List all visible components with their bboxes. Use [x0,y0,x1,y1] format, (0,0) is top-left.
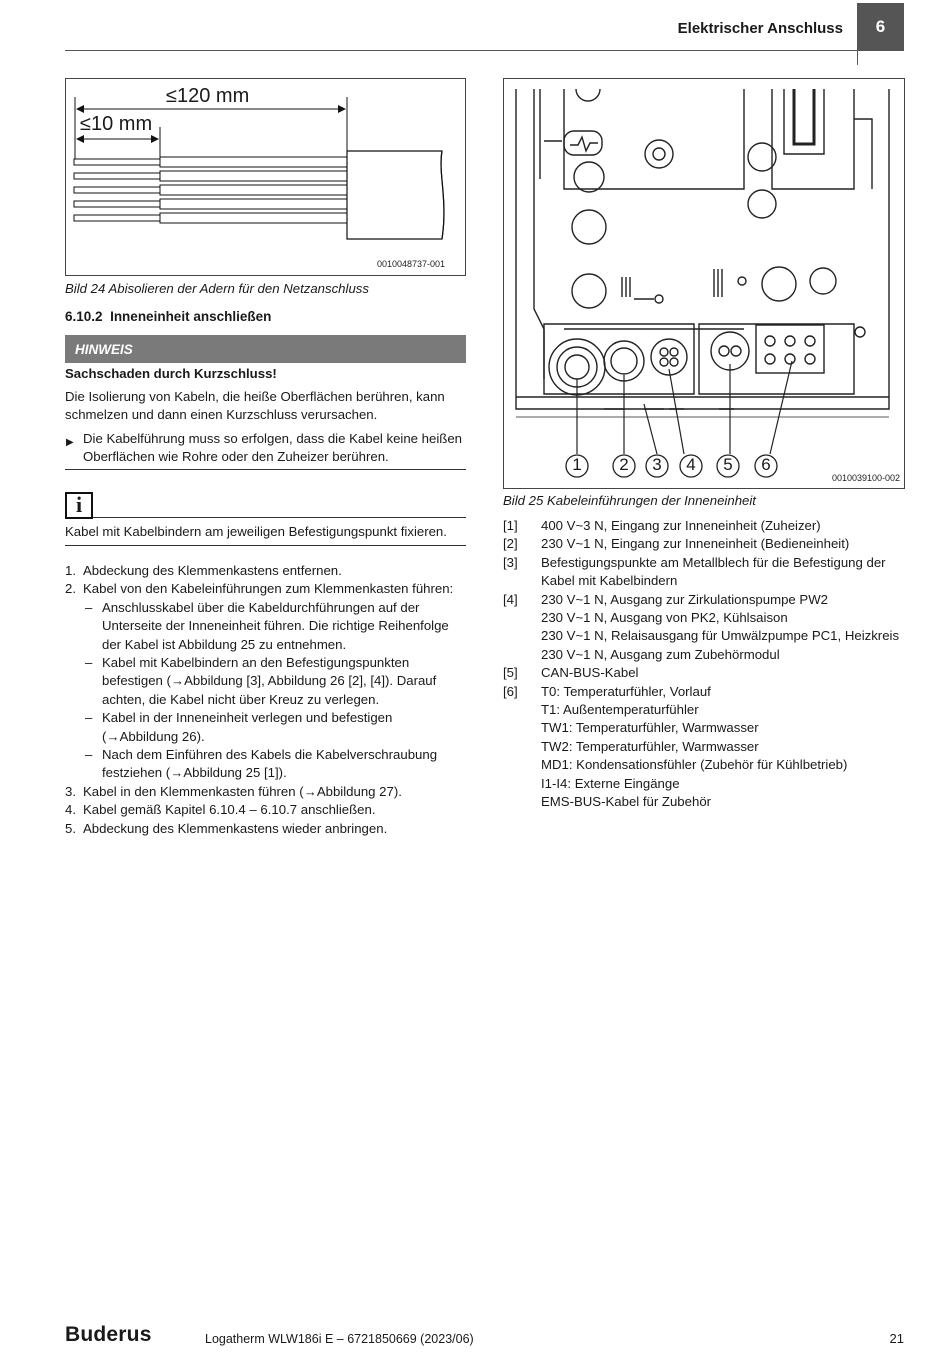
footer-document-id: Logatherm WLW186i E – 6721850669 (2023/06) [205,1332,474,1346]
list-item: 3. Kabel in den Klemmenkasten führen (→Abbildung 27). [65,783,402,799]
hinweis-rule [65,469,466,470]
legend-row: [6] T0: Temperaturfühler, Vorlauf T1: Außentemperaturfühler TW1: Temperaturfühler, Warmwasser TW2: Temperaturfühler, Warmwasser MD1: Kondensationsfühler (Zubehör für Kühlbetrieb) I1-I4: Externe Eingänge EMS-BUS-Kabel für Zubehör [503,683,848,810]
hinweis-label: HINWEIS [65,335,466,363]
legend-row: [5] CAN-BUS-Kabel [503,665,639,681]
callout-1: 1 [572,455,582,474]
info-top-rule [93,517,466,518]
legend-row: [2] 230 V~1 N, Eingang zur Inneneinheit (Bedieneinheit) [503,536,850,552]
figure-25-legend [503,517,913,812]
section-heading [65,308,271,326]
indoor-unit-cable-entries-drawing [504,79,904,488]
figure-25 [503,78,905,489]
figure-24-code: 0010048737-001 [377,259,446,269]
callout-2: 2 [619,455,629,474]
section-title: Inneneinheit anschließen [110,309,272,324]
dimension-outer-label: ≤120 mm [166,85,250,107]
callout-3: 3 [652,455,662,474]
callout-6: 6 [761,455,771,474]
figure-24 [65,78,466,276]
legend-row: [3] Befestigungspunkte am Metallblech für die Befestigung der Kabel mit Kabelbindern [503,554,886,589]
hinweis-headline: Sachschaden durch Kurzschluss! [65,366,277,381]
header-rule [65,50,857,51]
brand-logo: Buderus [65,1323,152,1346]
info-icon: i [65,492,93,519]
info-text: Kabel mit Kabelbindern am jeweiligen Befestigungspunkt fixieren. [65,524,447,539]
figure-24-caption: Bild 24 Abisolieren der Adern für den Netzanschluss [65,281,369,296]
hinweis-text: Die Isolierung von Kabeln, die heiße Oberflächen berühren, kann schmelzen und dann einen Kurzschluss verursachen. [65,389,445,423]
list-item: 5. Abdeckung des Klemmenkastens wieder anbringen. [65,820,388,836]
callout-5: 5 [723,455,733,474]
sub-list-item: – Nach dem Einführen des Kabels die Kabelverschraubung festziehen (→Abbildung 25 [1]). [85,747,438,781]
figure-25-caption: Bild 25 Kabeleinführungen der Inneneinheit [503,493,756,508]
sub-list-item: – Kabel mit Kabelbindern an den Befestigungspunkten befestigen (→Abbildung [3], Abbildung 26 [2], [4]). Darauf achten, die Kabel nicht über Kreuz zu verlegen. [85,655,437,707]
callout-4: 4 [686,455,696,474]
list-item: 2. Kabel von den Kabeleinführungen zum Klemmenkasten führen: [65,581,454,597]
wire-stripping-drawing [66,79,465,275]
legend-row: [4] 230 V~1 N, Ausgang zur Zirkulationspumpe PW2 230 V~1 N, Ausgang von PK2, Kühlsaison 230 V~1 N, Relaisausgang für Umwälzpumpe PC1, Heizkreis 230 V~1 N, Ausgang zum Zubehörmodul [503,591,900,662]
hinweis-bullet: Die Kabelführung muss so erfolgen, dass die Kabel keine heißen Oberflächen wie Rohre oder den Zuheizer berühren. [83,431,463,465]
header-title: Elektrischer Anschluss [677,20,843,37]
chapter-number: 6 [857,3,904,51]
sub-list-item: – Kabel in der Inneneinheit verlegen und befestigen (→Abbildung 26). [85,710,393,744]
list-item: 4. Kabel gemäß Kapitel 6.10.4 – 6.10.7 anschließen. [65,802,376,818]
list-item: 1. Abdeckung des Klemmenkastens entfernen. [65,563,342,578]
section-number: 6.10.2 [65,309,103,324]
bullet-triangle-icon: ▶ [66,437,74,448]
info-bottom-rule [65,545,466,546]
sub-list-item: – Anschlusskabel über die Kabeldurchführungen auf der Unterseite der Inneneinheit führen. Die richtige Reihenfolge der Kabel ist Abbildung 25 zu entnehmen. [85,599,449,652]
header-tick [857,51,858,65]
legend-row: [1] 400 V~3 N, Eingang zur Inneneinheit (Zuheizer) [503,518,821,533]
page-number: 21 [889,1331,904,1346]
steps-list [65,562,470,838]
figure-25-code: 0010039100-002 [832,473,901,483]
dimension-inner-label: ≤10 mm [80,113,153,135]
